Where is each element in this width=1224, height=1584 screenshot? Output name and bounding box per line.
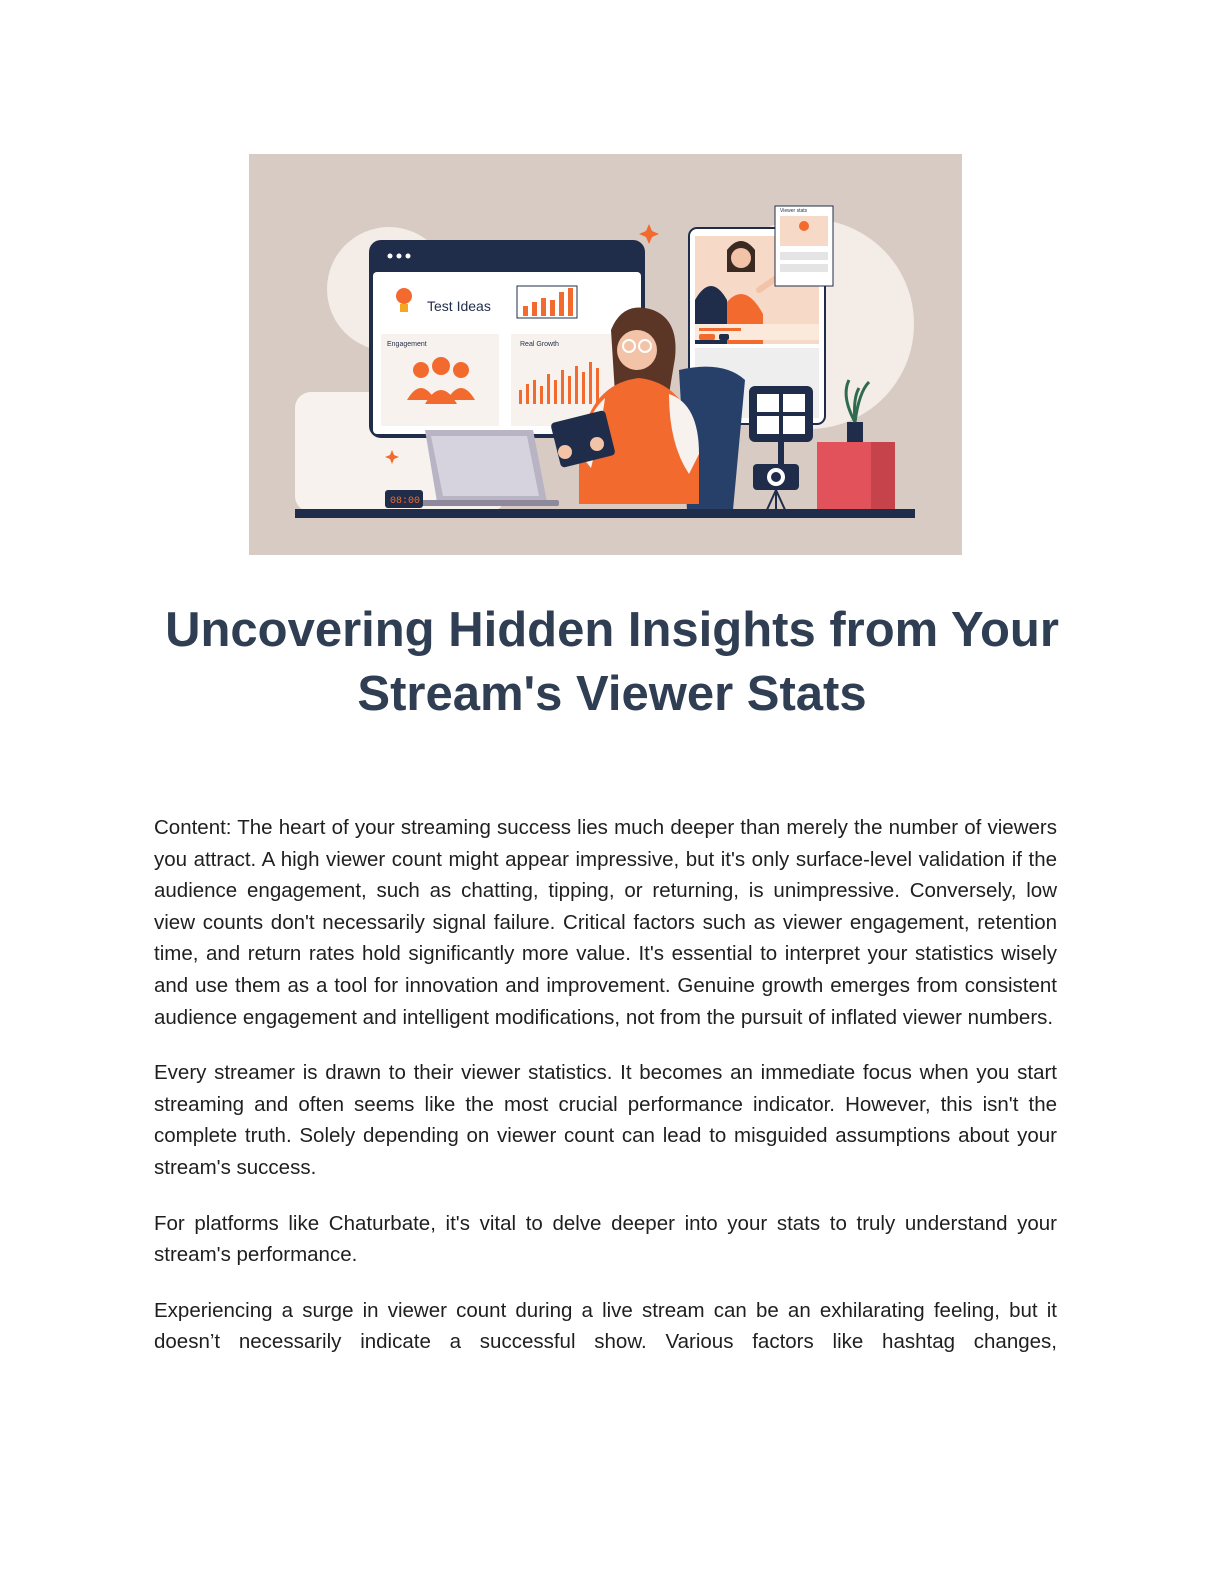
desk-clock xyxy=(385,490,423,508)
article-title xyxy=(120,598,1104,726)
title-line-2: Stream's Viewer Stats xyxy=(357,667,867,721)
title-line-1: Uncovering Hidden Insights from Your xyxy=(165,603,1059,657)
engagement-label: Engagement xyxy=(387,341,427,348)
paragraph: Experiencing a surge in viewer count during a live stream can be an exhilarating feeling, but it doesn’t necessarily indicate a successful show. Various factors like hashtag changes, xyxy=(154,1298,1057,1354)
article-body xyxy=(154,812,1057,1382)
growth-label: Real Growth xyxy=(520,341,559,348)
hero-illustration xyxy=(249,154,962,555)
paragraph: For platforms like Chaturbate, it's vital to delve deeper into your stats to truly understand your stream's performance. xyxy=(154,1211,1057,1267)
paragraph: Content: The heart of your streaming success lies much deeper than merely the number of viewers you attract. A high viewer count might appear impressive, but it's only surface-level validation if the audience engagement, such as chatting, tipping, or returning, is unimpressive. Conversely, low view counts don't necessarily signal failure. Critical factors such as viewer engagement, retention time, and return rates hold significantly more value. It's essential to interpret your statistics wisely and use them as a tool for innovation and improvement. Genuine growth emerges from consistent audience engagement and intelligent modifications, not from the pursuit of inflated viewer numbers. xyxy=(154,816,1057,1029)
clock-display: 08:00 xyxy=(390,496,421,507)
viewer-stats-label: Viewer stats xyxy=(780,208,808,214)
paragraph: Every streamer is drawn to their viewer statistics. It becomes an immediate focus when you start streaming and often seems like the most crucial performance indicator. However, this isn't the complete truth. Solely depending on viewer count can lead to misguided assumptions about your stream's success. xyxy=(154,1061,1057,1179)
dashboard-heading: Test Ideas xyxy=(427,298,491,314)
